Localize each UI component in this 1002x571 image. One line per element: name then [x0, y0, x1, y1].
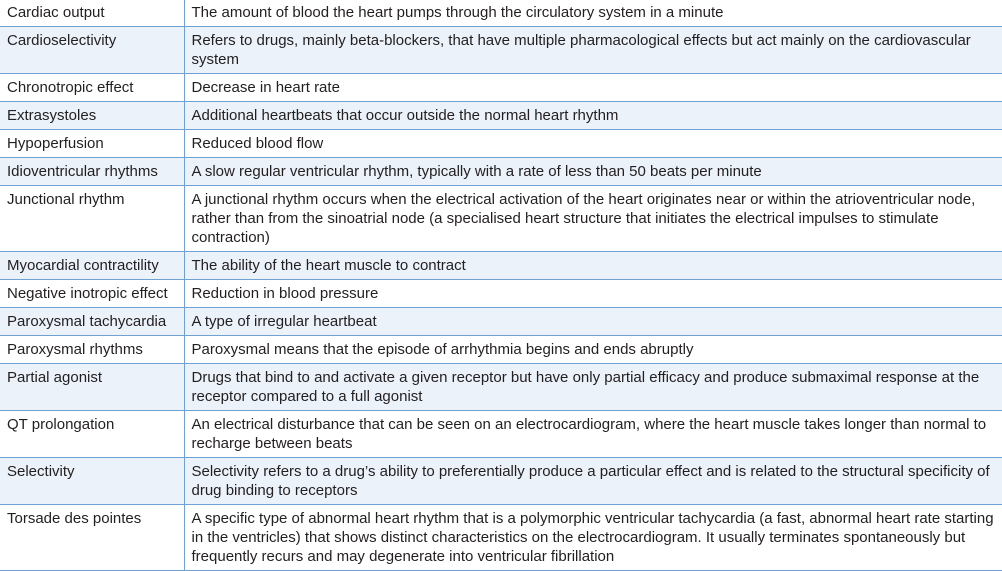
table-row: [0, 336, 1002, 364]
definition-cell: A specific type of abnormal heart rhythm that is a polymorphic ventricular tachycardia (a fast, abnormal heart rate starting in the ventricles) that shows distinct characteristics on the electrocardiogram. It usually terminates spontaneously but frequently recurs and may degenerate into ventricular fibrillation: [184, 505, 1002, 571]
table-row: [0, 505, 1002, 571]
definition-cell: Selectivity refers to a drug’s ability to preferentially produce a particular effect and is related to the structural specificity of drug binding to receptors: [184, 458, 1002, 505]
definition-cell: The amount of blood the heart pumps through the circulatory system in a minute: [184, 0, 1002, 27]
term-cell: Chronotropic effect: [0, 74, 184, 102]
term-cell: Torsade des pointes: [0, 505, 184, 571]
definition-cell: An electrical disturbance that can be seen on an electrocardiogram, where the heart muscle takes longer than normal to recharge between beats: [184, 411, 1002, 458]
definition-cell: Reduction in blood pressure: [184, 280, 1002, 308]
table-row: [0, 27, 1002, 74]
table-row: [0, 458, 1002, 505]
term-cell: Partial agonist: [0, 364, 184, 411]
table-row: [0, 0, 1002, 27]
definition-cell: Additional heartbeats that occur outside the normal heart rhythm: [184, 102, 1002, 130]
table-row: [0, 130, 1002, 158]
definition-cell: Drugs that bind to and activate a given receptor but have only partial efficacy and produce submaximal response at the receptor compared to a full agonist: [184, 364, 1002, 411]
definition-cell: Paroxysmal means that the episode of arrhythmia begins and ends abruptly: [184, 336, 1002, 364]
table-row: [0, 158, 1002, 186]
table-row: [0, 252, 1002, 280]
definition-cell: A slow regular ventricular rhythm, typically with a rate of less than 50 beats per minute: [184, 158, 1002, 186]
table-row: [0, 74, 1002, 102]
table-row: [0, 364, 1002, 411]
term-cell: Myocardial contractility: [0, 252, 184, 280]
table-row: [0, 411, 1002, 458]
term-cell: QT prolongation: [0, 411, 184, 458]
term-cell: Cardioselectivity: [0, 27, 184, 74]
term-cell: Extrasystoles: [0, 102, 184, 130]
term-cell: Paroxysmal rhythms: [0, 336, 184, 364]
table-row: [0, 102, 1002, 130]
definition-cell: Refers to drugs, mainly beta-blockers, that have multiple pharmacological effects but act mainly on the cardiovascular system: [184, 27, 1002, 74]
term-cell: Idioventricular rhythms: [0, 158, 184, 186]
definition-cell: A junctional rhythm occurs when the electrical activation of the heart originates near or within the atrioventricular node, rather than from the sinoatrial node (a specialised heart structure that initiates the electrical impulses to stimulate contraction): [184, 186, 1002, 252]
term-cell: Paroxysmal tachycardia: [0, 308, 184, 336]
term-cell: Selectivity: [0, 458, 184, 505]
term-cell: Junctional rhythm: [0, 186, 184, 252]
definition-cell: A type of irregular heartbeat: [184, 308, 1002, 336]
table-row: [0, 186, 1002, 252]
definition-cell: The ability of the heart muscle to contract: [184, 252, 1002, 280]
table-row: [0, 280, 1002, 308]
table-row: [0, 308, 1002, 336]
term-cell: Negative inotropic effect: [0, 280, 184, 308]
term-cell: Hypoperfusion: [0, 130, 184, 158]
term-cell: Cardiac output: [0, 0, 184, 27]
definition-cell: Reduced blood flow: [184, 130, 1002, 158]
definition-cell: Decrease in heart rate: [184, 74, 1002, 102]
